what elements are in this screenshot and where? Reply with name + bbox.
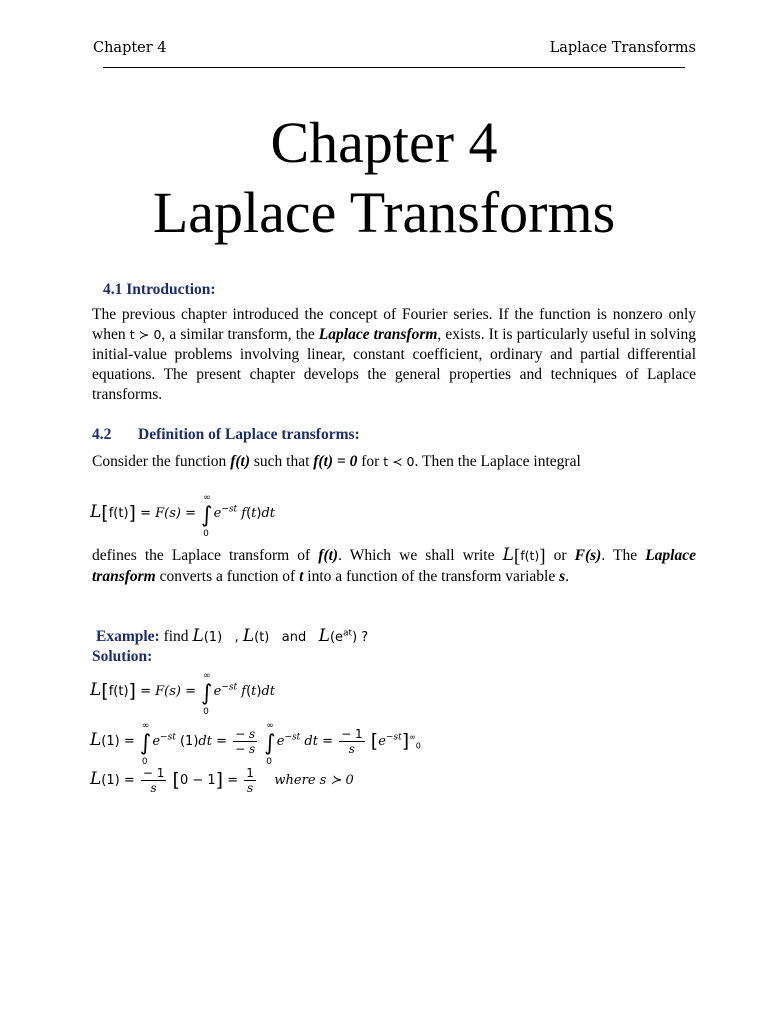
solution-equation-1: L[f(t)] = F(s) = ∫ ∞ 0 $e^{-st}$ f(t)dt (90, 671, 276, 717)
solution-label: Solution: (92, 648, 153, 665)
intro-paragraph: The previous chapter introduced the concept of Fourier series. If the function is nonzero only when t ≻ 0, a similar transform, the Laplace transform, exists. It is particularly useful in solving initial-value problems involving linear, constant coefficient, ordinary and partial differential equations. The present chapter develops the general properties and techniques of Laplace transforms. (92, 306, 697, 403)
definition-intro-line: Consider the function f(t) such that f(t) = 0 for t ≺ 0. Then the Laplace integral (92, 453, 581, 470)
header-topic: Laplace Transforms (549, 40, 696, 56)
definition-paragraph: defines the Laplace transform of f(t). Which we shall write L[f(t)] or F(s). The Laplace transform converts a function of t into a function of the transform variable s. (92, 545, 696, 585)
term-laplace: Laplace transform (318, 326, 438, 343)
section-heading-definition: Definition of Laplace transforms: (138, 426, 360, 443)
where-condition: where s ≻ 0 (274, 773, 354, 788)
header-rule (103, 67, 685, 68)
inline-math-t: t ≻ 0 (129, 327, 162, 342)
header-chapter: Chapter 4 (93, 40, 167, 56)
solution-equation-3: L(1) = $\frac{- 1}{s}$ [0 − 1] = $\frac{1}{s}$ where s ≻ 0 (90, 766, 354, 795)
integral-sign: ∫ ∞ 0 (201, 493, 213, 539)
solution-equation-2: L(1) = ∫ ∞ 0 $e^{-st}$ (1)dt = $\frac{- s}{- s}$ ∫ ∞ 0 $e^{-st}$ dt = $\frac{- 1}{s}$ $[e^{-st}]^\infty_0$ (90, 721, 421, 767)
chapter-title: Chapter 4 (270, 110, 498, 175)
section-heading-introduction: 4.1 Introduction: (103, 281, 216, 298)
laplace-definition-equation: L[f(t)] = F(s) = ∫ ∞ 0 $e^{-st}$ f(t)dt (90, 493, 276, 539)
section-number: 4.2 (92, 426, 112, 443)
example-label: Example: (96, 628, 160, 645)
example-line: Example: find L(1) , L(t) and $L(e^{at})$ ? (96, 626, 369, 646)
chapter-subtitle: Laplace Transforms (152, 180, 616, 245)
